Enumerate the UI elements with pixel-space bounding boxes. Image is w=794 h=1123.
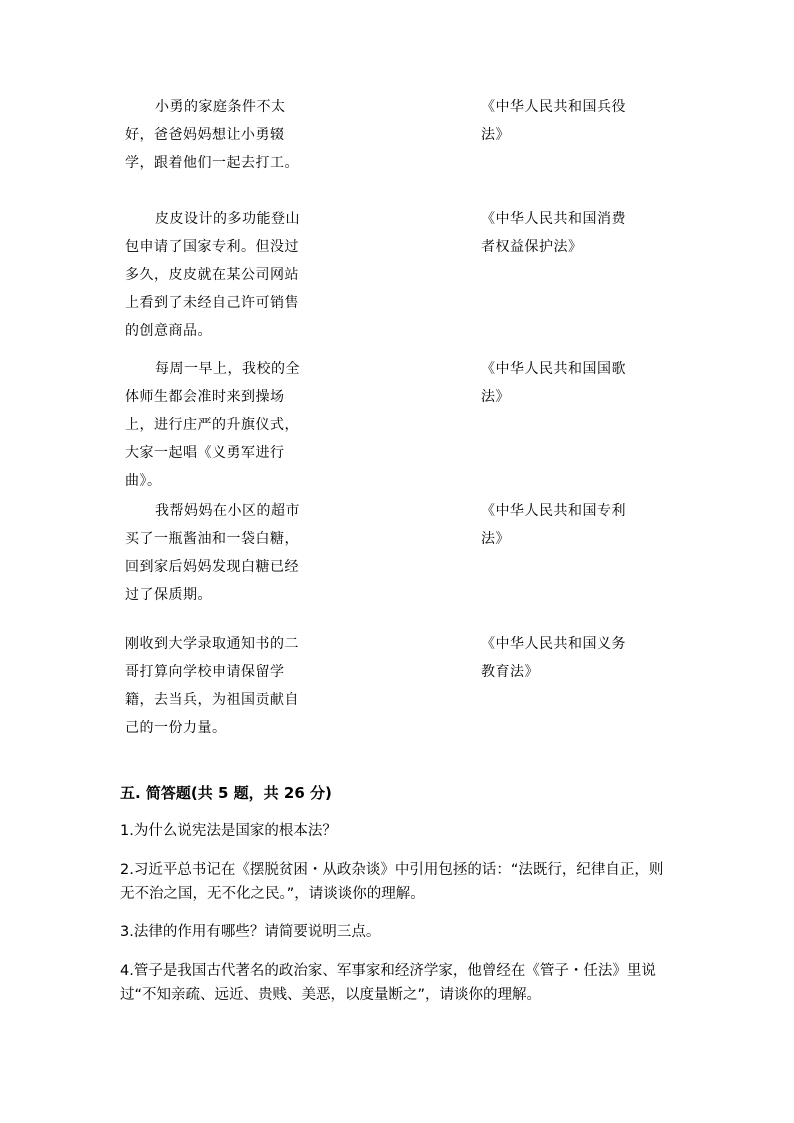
law-4: 《中华人民共和国专利法》 bbox=[481, 503, 626, 547]
law-1: 《中华人民共和国兵役法》 bbox=[481, 99, 626, 143]
law-3: 《中华人民共和国国歌法》 bbox=[481, 361, 626, 405]
question-4: 4.管子是我国古代著名的政治家、军事家和经济学家，他曾经在《管子・任法》里说过“不知亲疏、远近、贵贱、美恶，以度量断之”，请谈你的理解。 bbox=[120, 963, 656, 1003]
question-3: 3.法律的作用有哪些？请简要说明三点。 bbox=[120, 924, 381, 940]
question-2: 2.习近平总书记在《摆脱贫困・从政杂谈》中引用包拯的话：“法既行，纪律自正，则无不治之国，无不化之民。”，请谈谈你的理解。 bbox=[120, 862, 664, 902]
law-2: 《中华人民共和国消费者权益保护法》 bbox=[481, 211, 626, 255]
scenario-5: 刚收到大学录取通知书的二哥打算向学校申请保留学籍，去当兵，为祖国贡献自己的一份力量。 bbox=[125, 636, 299, 736]
section-title: 五. 简答题(共 5 题，共 26 分) bbox=[120, 784, 332, 802]
scenario-1: 小勇的家庭条件不太好，爸爸妈妈想让小勇辍学，跟着他们一起去打工。 bbox=[125, 99, 299, 171]
scenario-2: 皮皮设计的多功能登山包申请了国家专利。但没过多久，皮皮就在某公司网站上看到了未经自己许可销售的创意商品。 bbox=[125, 211, 300, 339]
scenario-3: 每周一早上，我校的全体师生都会准时来到操场上，进行庄严的升旗仪式，大家一起唱《义勇军进行曲》。 bbox=[125, 361, 300, 489]
question-1: 1.为什么说宪法是国家的根本法？ bbox=[120, 823, 337, 839]
law-5: 《中华人民共和国义务教育法》 bbox=[481, 636, 626, 680]
scenario-4: 我帮妈妈在小区的超市买了一瓶酱油和一袋白糖，回到家后妈妈发现白糖已经过了保质期。 bbox=[125, 503, 300, 603]
